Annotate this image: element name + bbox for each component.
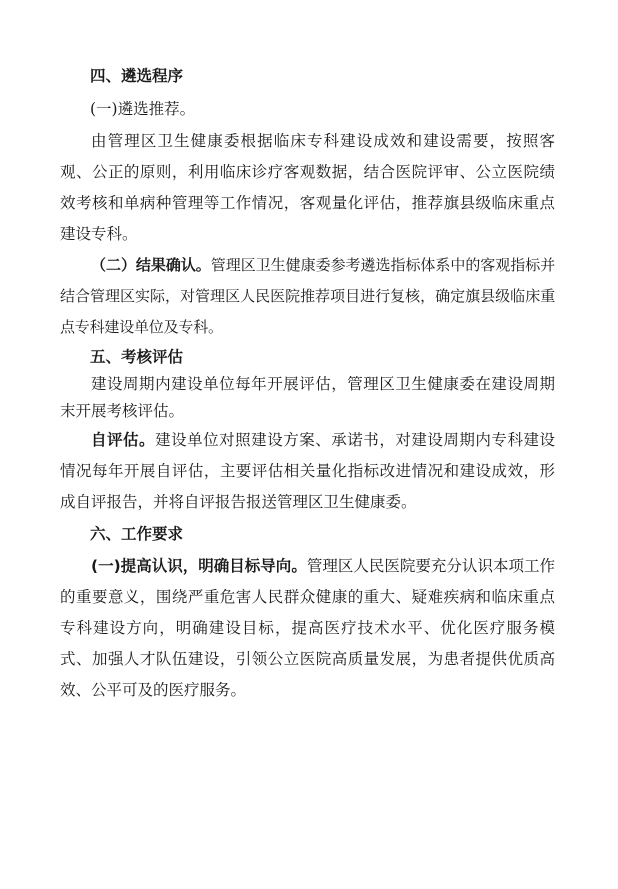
- section-6-heading: 六、工作要求: [90, 525, 184, 543]
- section-5-paragraph-2-body: 建设单位对照建设方案、承诺书，对建设周期内专科建设情况每年开展自评估，主要评估相关量化指标改进情况和建设成效，形成自评报告，并将自评报告报送管理区卫生健康委。: [60, 431, 555, 511]
- section-6-paragraph-1: [60, 551, 555, 706]
- section-4-paragraph-2: [60, 250, 555, 343]
- document-page: [60, 60, 555, 706]
- section-5-paragraph-1: 建设周期内建设单位每年开展评估，管理区卫生健康委在建设周期末开展考核评估。: [60, 375, 555, 420]
- section-4-subheading-1: (一)遴选推荐。: [90, 100, 196, 118]
- section-5-paragraph-2: [60, 425, 555, 518]
- section-6-paragraph-1-body: 管理区人民医院要充分认识本项工作的重要意义，围绕严重危害人民群众健康的重大、疑难疾病和临床重点专科建设方向，明确建设目标，提高医疗技术水平、优化医疗服务模式、加强人才队伍建设，引领公立医院高质量发展，为患者提供优质高效、公平可及的医疗服务。: [60, 557, 555, 699]
- section-5-heading: 五、考核评估: [90, 348, 184, 366]
- section-4-heading: 四、遴选程序: [90, 67, 184, 85]
- section-6-paragraph-1-lead: (一)提高认识，明确目标导向。: [91, 557, 307, 575]
- section-4-paragraph-2-body: 管理区卫生健康委参考遴选指标体系中的客观指标并结合管理区实际，对管理区人民医院推荐项目进行复核，确定旗县级临床重点专科建设单位及专科。: [60, 256, 556, 336]
- section-4-paragraph-2-lead: （二）结果确认。: [91, 256, 211, 274]
- section-5-paragraph-2-lead: 自评估。: [91, 431, 156, 449]
- section-4-paragraph-1: 由管理区卫生健康委根据临床专科建设成效和建设需要，按照客观、公正的原则，利用临床诊疗客观数据，结合医院评审、公立医院绩效考核和单病种管理等工作情况，客观量化评估，推荐旗县级临床重点建设专科。: [60, 132, 555, 243]
